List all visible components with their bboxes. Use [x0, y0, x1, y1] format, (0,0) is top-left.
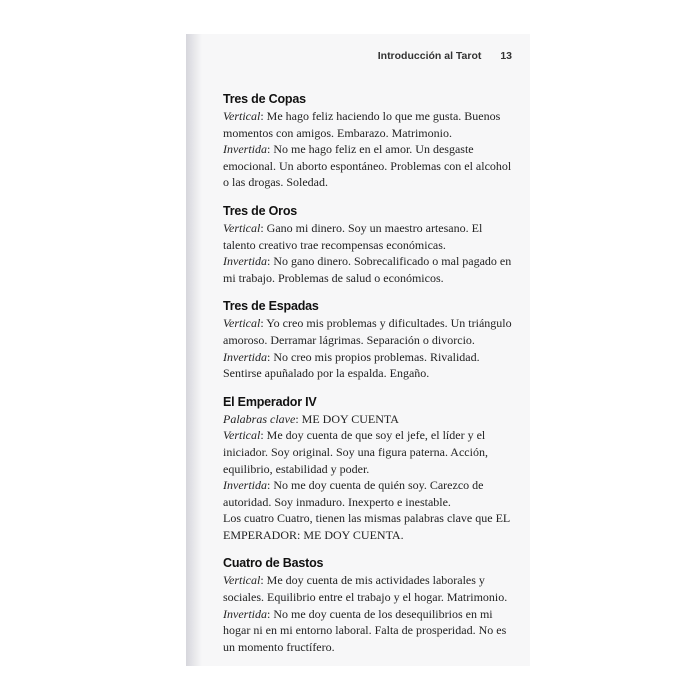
paragraph-invertida — [223, 253, 515, 286]
label-invertida: Invertida — [223, 142, 267, 157]
paragraph-vertical — [223, 427, 515, 477]
paragraph-text: : No creo mis propios problemas. Rivalidad. Sentirse apuñalado por la espalda. Engaño. — [223, 349, 480, 381]
paragraph-text: : No me hago feliz en el amor. Un desgaste emocional. Un aborto espontáneo. Problemas con el alcohol o las drogas. Soledad. — [223, 142, 512, 190]
paragraph-text: : Yo creo mis problemas y dificultades. Un triángulo amoroso. Derramar lágrimas. Separación o divorcio. — [223, 316, 512, 347]
section-heading: Tres de Oros — [223, 203, 298, 218]
label-invertida: Invertida — [223, 606, 267, 621]
running-header — [378, 50, 512, 62]
paragraph-text: : ME DOY CUENTA — [295, 411, 399, 426]
section-tres-de-copas — [223, 92, 515, 191]
section-heading: Cuatro de Bastos — [223, 556, 324, 571]
paragraph-invertida — [223, 141, 515, 191]
label-vertical: Vertical — [223, 428, 261, 443]
section-tres-de-espadas — [223, 299, 515, 381]
section-heading: El Emperador IV — [223, 394, 317, 409]
paragraph-text: : Me hago feliz haciendo lo que me gusta. Buenos momentos con amigos. Embarazo. Matrimonio. — [223, 109, 501, 140]
paragraph-keywords — [223, 411, 515, 428]
paragraph-vertical — [223, 220, 515, 253]
page-gutter-shadow — [186, 34, 202, 666]
label-invertida: Invertida — [223, 254, 267, 269]
label-invertida: Invertida — [223, 349, 267, 364]
paragraph-text: : Me doy cuenta de que soy el jefe, el líder y el iniciador. Soy original. Soy una figura paterna. Acción, equilibrio, estabilidad y poder. — [223, 428, 488, 476]
paragraph-text: : No me doy cuenta de quién soy. Carezco de autoridad. Soy inmaduro. Inexperto e inestable. — [223, 478, 484, 509]
label-invertida: Invertida — [223, 478, 267, 493]
page-body — [223, 92, 515, 668]
paragraph-invertida — [223, 349, 515, 382]
label-vertical: Vertical — [223, 316, 261, 331]
paragraph-note — [223, 510, 515, 543]
section-heading: Tres de Copas — [223, 92, 306, 106]
label-vertical: Vertical — [223, 220, 261, 235]
paragraph-vertical — [223, 572, 515, 605]
section-cuatro-de-bastos — [223, 556, 515, 655]
section-heading: Tres de Espadas — [223, 299, 319, 314]
paragraph-invertida — [223, 477, 515, 510]
paragraph-text: : No gano dinero. Sobrecalificado o mal pagado en mi trabajo. Problemas de salud o económicos. — [223, 254, 512, 285]
section-el-emperador — [223, 395, 515, 544]
section-tres-de-oros — [223, 204, 515, 286]
paragraph-text: : No me doy cuenta de los desequilibrios en mi hogar ni en mi entorno laboral. Falta de prosperidad. No es un momento fructífero. — [223, 606, 507, 654]
page-number: 13 — [500, 50, 512, 62]
label-vertical: Vertical — [223, 109, 261, 123]
paragraph-vertical — [223, 108, 515, 141]
label-palabras-clave: Palabras clave — [223, 411, 296, 426]
paragraph-invertida — [223, 606, 515, 656]
running-header-title: Introducción al Tarot — [377, 50, 482, 62]
paragraph-text: : Gano mi dinero. Soy un maestro artesano. El talento creativo trae recompensas económicas. — [223, 220, 483, 252]
label-vertical: Vertical — [223, 573, 261, 588]
paragraph-text: Los cuatro Cuatro, tienen las mismas palabras clave que EL EMPERADOR: ME DOY CUENTA. — [223, 511, 510, 542]
paragraph-text: : Me doy cuenta de mis actividades laborales y sociales. Equilibrio entre el trabajo y el hogar. Matrimonio. — [223, 573, 508, 605]
paragraph-vertical — [223, 315, 515, 348]
